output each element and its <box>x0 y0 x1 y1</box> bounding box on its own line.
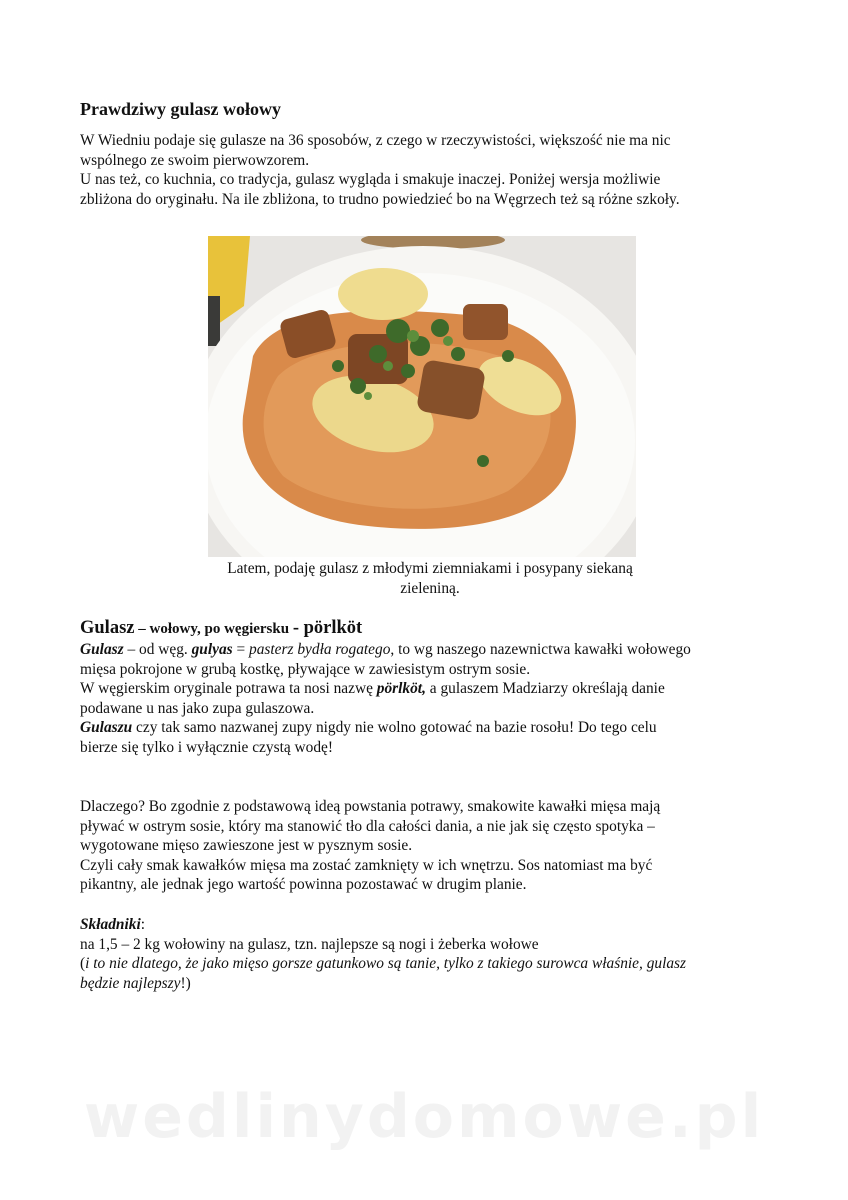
caption-line: zieleniną. <box>400 579 460 597</box>
section-heading-bold: - pörlköt <box>292 618 363 638</box>
section-heading-word: Gulasz <box>80 618 135 638</box>
gulasz-paragraph <box>80 640 780 757</box>
text-span: : <box>140 916 146 933</box>
goulash-plate-image <box>208 236 636 557</box>
goulash-photo <box>208 236 636 557</box>
text-span: = <box>232 641 250 658</box>
why-paragraph <box>80 797 780 895</box>
caption-line: Latem, podaję gulasz z młodymi ziemniakami i posypany siekaną <box>227 560 633 577</box>
term-gulyas: gulyas <box>191 641 233 658</box>
text-line: Czyli cały smak kawałków mięsa ma zostać zamknięty w ich wnętrzu. Sos natomiast ma być <box>80 856 653 874</box>
text-span: – od węg. <box>123 641 192 658</box>
text-span: !) <box>180 974 191 992</box>
photo-caption <box>180 559 680 598</box>
text-line: podawane u nas jako zupa gulaszowa. <box>80 699 315 717</box>
text-span: a gulaszem Madziarzy określają danie <box>425 680 665 697</box>
intro-line: zbliżona do oryginału. Na ile zbliżona, to trudno powiedzieć bo na Węgrzech też są różne szkoły. <box>80 190 680 208</box>
text-span: ( <box>80 955 86 972</box>
site-watermark: wedlinydomowe.pl <box>83 1082 765 1152</box>
term-translation: pasterz bydła rogatego <box>249 641 391 658</box>
text-line: pikantny, ale jednak jego wartość powinna pozostawać w drugim planie. <box>80 876 527 893</box>
text-span: czy tak samo nazwanej zupy nigdy nie wolno gotować na bazie rosołu! Do tego celu <box>132 719 657 736</box>
intro-paragraph <box>80 131 780 209</box>
note-italic: będzie najlepszy <box>80 974 181 992</box>
text-line: na 1,5 – 2 kg wołowiny na gulasz, tzn. najlepsze są nogi i żeberka wołowe <box>80 935 539 953</box>
section-heading-rest: – wołowy, po węgiersku <box>134 621 293 637</box>
text-line: pływać w ostrym sosie, który ma stanowić tło dla całości dania, a nie jak się często spotyka – <box>80 817 655 835</box>
ingredients-paragraph <box>80 915 780 993</box>
intro-line: W Wiedniu podaje się gulasze na 36 sposobów, z czego w rzeczywistości, większość nie ma nic <box>80 132 671 149</box>
page-title: Prawdziwy gulasz wołowy <box>80 99 281 119</box>
term-gulasz: Gulasz <box>80 641 124 658</box>
text-span: W węgierskim oryginale potrawa ta nosi nazwę <box>80 680 377 697</box>
text-span: , to wg naszego nazewnictwa kawałki wołowego <box>390 641 691 658</box>
term-porlkot: pörlköt, <box>376 680 426 697</box>
ingredients-heading: Składniki <box>80 916 141 933</box>
text-line: bierze się tylko i wyłącznie czystą wodę! <box>80 738 333 756</box>
text-line: Dlaczego? Bo zgodnie z podstawową ideą powstania potrawy, smakowite kawałki mięsa mają <box>80 798 661 815</box>
term-gulaszu: Gulaszu <box>80 719 133 736</box>
note-italic: i to nie dlatego, że jako mięso gorsze gatunkowo są tanie, tylko z takiego surowca właśnie, gulasz <box>85 955 687 972</box>
intro-line: wspólnego ze swoim pierwowzorem. <box>80 151 310 169</box>
text-line: wygotowane mięso zawieszone jest w pysznym sosie. <box>80 837 413 854</box>
section-heading <box>80 618 362 639</box>
text-line: mięsa pokrojone w grubą kostkę, pływające w zawiesistym ostrym sosie. <box>80 660 531 678</box>
intro-line: U nas też, co kuchnia, co tradycja, gulasz wygląda i smakuje inaczej. Poniżej wersja możliwie <box>80 171 661 188</box>
